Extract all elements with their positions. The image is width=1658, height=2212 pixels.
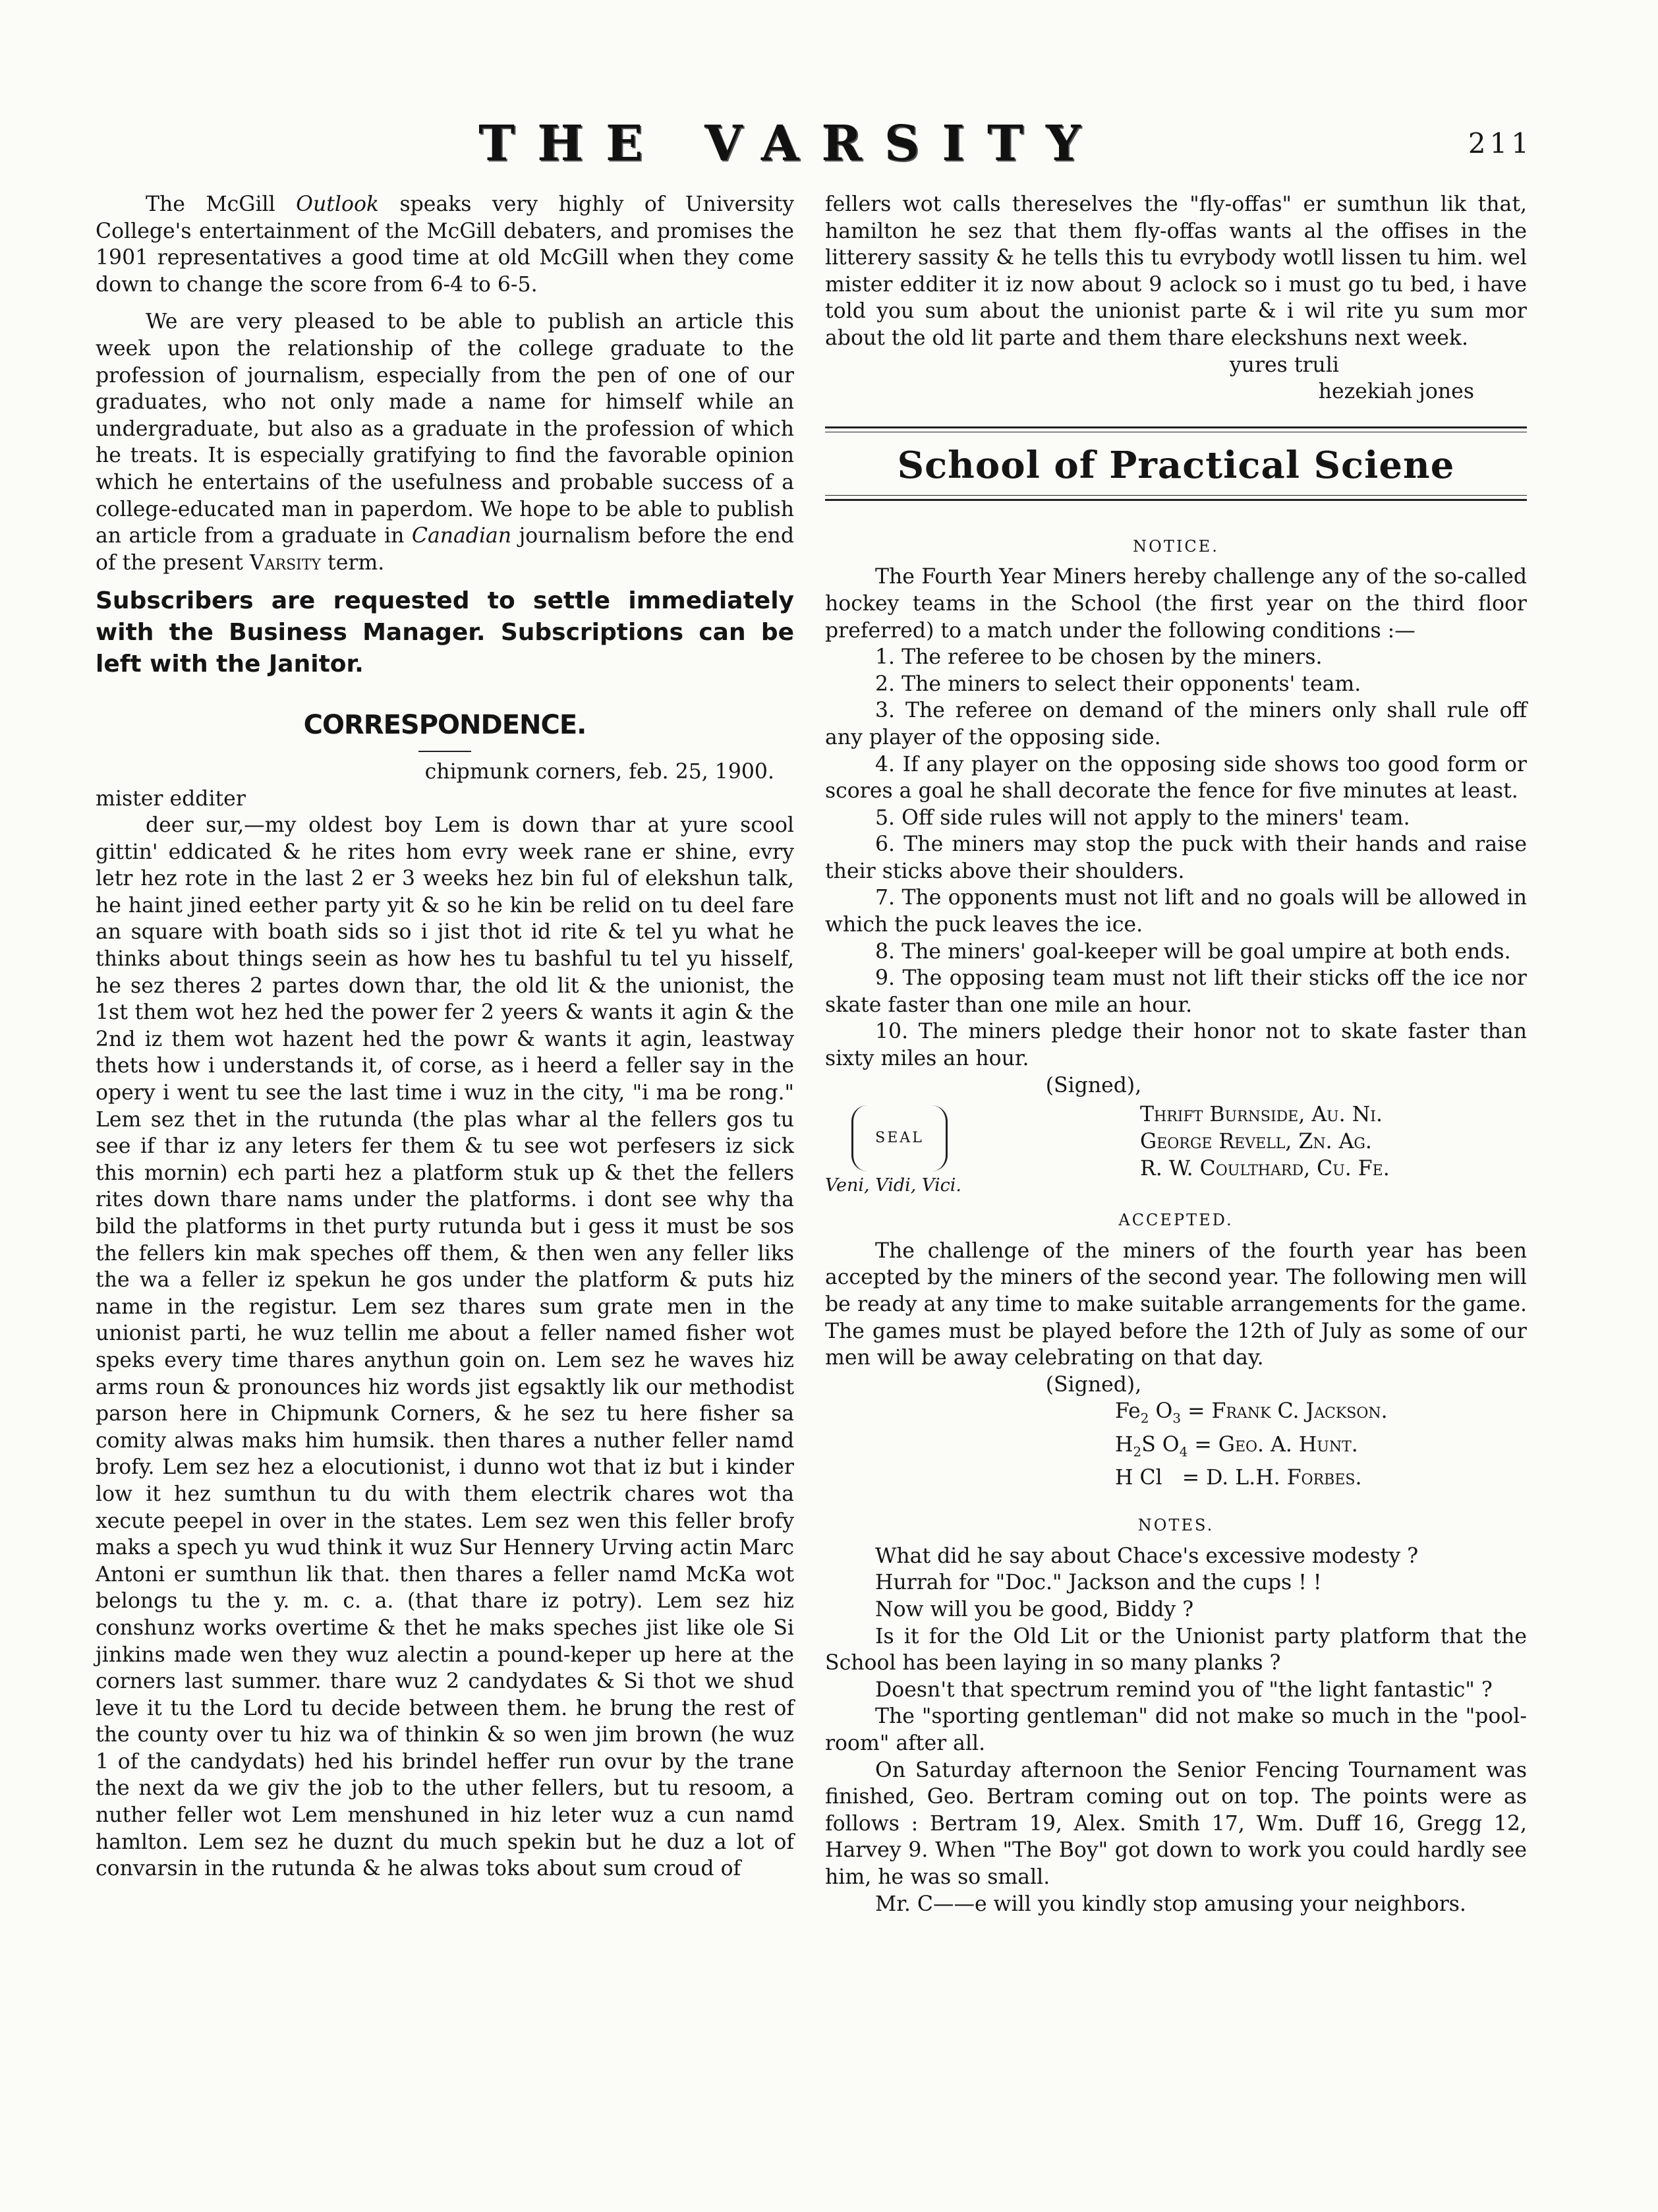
subscribers-notice: Subscribers are requested to settle immediately with the Business Manager. Subscriptions can be left with the Janitor.: [96, 587, 794, 678]
signer: R. W. Coulthard, Cu. Fe.: [1140, 1157, 1390, 1181]
seal-motto: Veni, Vidi, Vici.: [825, 1175, 961, 1196]
list-item: 5. Off side rules will not apply to the miners' team.: [875, 805, 1410, 830]
letter-closing: yures truli: [1229, 353, 1339, 377]
sps-banner: [825, 426, 1527, 519]
notice-intro: The Fourth Year Miners hereby challenge any of the so-called hockey teams in the School (the first year on the third floor preferred) to a match under the following conditions :—: [825, 565, 1527, 643]
list-item: 2. The miners to select their opponents' team.: [875, 672, 1361, 696]
formula-signers: [825, 1398, 1527, 1498]
list-item: 6. The miners may stop the puck with their hands and raise their sticks above their shoulders.: [825, 832, 1527, 883]
list-item: Mr. C——e will you kindly stop amusing your neighbors.: [875, 1892, 1466, 1916]
list-item: 3. The referee on demand of the miners only shall rule off any player of the opposing side.: [825, 699, 1527, 749]
page-number: 211: [1468, 127, 1533, 160]
list-item: On Saturday afternoon the Senior Fencing Tournament was finished, Geo. Bertram coming out on top. The points were as follows : Bertram 19, Alex. Smith 17, Wm. Duff 16, Gregg 12, Harvey 9. When "The Boy" got down to work you could hardly see him, he was so small.: [825, 1758, 1527, 1889]
seal-block: [825, 1101, 1527, 1196]
letter-signature: hezekiah jones: [1318, 380, 1474, 404]
mcgill-paragraph: The McGill Outlook speaks very highly of University College's entertainment of the McGill debaters, and promises the 1901 representatives a good time at old McGill when they come down to change the score from 6-4 to 6-5.: [96, 192, 795, 297]
list-item: The "sporting gentleman" did not make so much in the "pool-room" after all.: [825, 1704, 1527, 1756]
accepted-heading: ACCEPTED.: [1118, 1211, 1234, 1230]
list-item: 7. The opponents must not lift and no goals will be allowed in which the puck leaves the ice.: [825, 886, 1527, 937]
notice-heading: NOTICE.: [1133, 537, 1219, 556]
signed-label: (Signed),: [1045, 1073, 1142, 1097]
journalism-paragraph: We are very pleased to be able to publish an article this week upon the relationship of the college graduate to the profession of journalism, especially from the pen of one of our graduates, who not only made a name for himself while an undergraduate, but also as a graduate in the profession of which he treats. It is especially gratifying to find the favorable opinion which he entertains of the usefulness and probable success of a college-educated man in paperdom. We hope to be able to publish an article from a graduate in Canadian journalism before the end of the present Varsity term.: [96, 310, 794, 575]
list-item: 8. The miners' goal-keeper will be goal umpire at both ends.: [875, 939, 1511, 964]
formula-line: $Fe_2$ $O_3$ = Frank C. Jackson.: [1115, 1399, 1388, 1426]
right-column: [825, 191, 1527, 1917]
letter-dateline: chipmunk corners, feb. 25, 1900.: [424, 759, 774, 784]
accepted-text: The challenge of the miners of the fourth year has been accepted by the miners of the second year. The following men will be ready at any time to make suitable arrangements for the game. The games must be played before the 12th of July as some of our men will be away celebrating on that day.: [825, 1238, 1527, 1370]
list-item: 10. The miners pledge their honor not to skate faster than sixty miles an hour.: [825, 1020, 1527, 1071]
divider: [418, 751, 471, 752]
list-item: 1. The referee to be chosen by the miners.: [875, 645, 1323, 670]
notes-heading: NOTES.: [1137, 1516, 1215, 1535]
signed-label-2: (Signed),: [1045, 1372, 1142, 1397]
conditions-list: [825, 644, 1527, 1072]
correspondence-heading: CORRESPONDENCE.: [303, 710, 586, 741]
list-item: 4. If any player on the opposing side shows too good form or scores a goal he shall decorate the fence for five minutes at least.: [825, 752, 1527, 803]
masthead-title: THE VARSITY: [478, 115, 1103, 172]
list-item: Now will you be good, Biddy ?: [875, 1598, 1194, 1622]
letter-continuation: fellers wot calls thereselves the "fly-offas" er sumthun lik that, hamilton he sez that them fly-offas wants al the offises in the litterery sassity & he tells this tu evrybody wotll lissen tu him. wel mister edditer it iz now about 9 aclock so i must go tu bed, i have told you sum about the unionist parte & i wil rite yu sum mor about the old lit parte and them thare eleckshuns next week.: [825, 192, 1527, 350]
seal-icon: SEAL: [851, 1105, 948, 1171]
signers: [1140, 1101, 1390, 1182]
sps-title: School of Practical Sciene: [897, 443, 1455, 487]
formula-line: $H_2S$ $O_4$ = Geo. A. Hunt.: [1115, 1432, 1358, 1459]
signer: Thrift Burnside, Au. Ni.: [1140, 1103, 1383, 1127]
list-item: Is it for the Old Lit or the Unionist party platform that the School has been laying in so many planks ?: [825, 1624, 1527, 1675]
list-item: Hurrah for "Doc." Jackson and the cups ! !: [875, 1571, 1322, 1595]
list-item: What did he say about Chace's excessive modesty ?: [875, 1544, 1419, 1568]
masthead: [0, 115, 1658, 175]
left-column: [96, 191, 794, 1882]
signer: George Revell, Zn. Ag.: [1140, 1130, 1372, 1154]
letter-salutation: mister edditer: [96, 786, 246, 811]
notes-list: [825, 1543, 1527, 1917]
formula-line: H Cl = D. L.H. Forbes.: [1115, 1465, 1362, 1490]
list-item: Doesn't that spectrum remind you of "the light fantastic" ?: [875, 1677, 1493, 1702]
list-item: 9. The opposing team must not lift their sticks off the ice nor skate faster than one mile an hour.: [825, 966, 1527, 1017]
letter-body: deer sur,—my oldest boy Lem is down thar at yure scool gittin' eddicated & he rites hom evry week rane er shine, evry letr hez rote in the last 2 er 3 weeks hez bin ful of elekshun talk, he haint jined eether party yit & so he kin be relid on tu deel fare an square with boath sids so i jist thot id rite & tel yu what he thinks about things seein as how hes tu bashful tu tel yu hisself, he sez theres 2 partes down thar, the old lit & the unionist, the 1st them wot hez hed the power fer 2 yeers & wants it agin & the 2nd iz them wot hazent hed the powr & wants it agin, leastway thets how i understands it, of corse, as i heerd a feller say in the opery i went tu see the last time i wuz in the city, "i ma be rong." Lem sez thet in the rutunda (the plas whar al the fellers gos tu see if thar iz any leters fer them & tu see wot perfesers iz sick this mornin) ech parti hez a platform stuk up & thet the fellers rites down thare nams under the platforms. i dont see why tha bild the platforms in thet purty rutunda but i gess it must be sos the fellers kin mak speches off them, & then wen any feller liks the wa a feller iz spekun he gos under the platform & puts hiz name in the registur. Lem sez thares sum grate men in the unionist parti, he wuz tellin me about a feller named fisher wot speks every time thares anythun goin on. Lem sez he waves hiz arms roun & pronounces hiz words jist egsaktly lik our methodist parson here in Chipmunk Corners, & he sez tu here fisher sa comity alwas maks him humsik. then thares a nuther feller namd brofy. Lem sez hez a elocutionist, i dunno wot that iz but i kinder low it hez sumthun tu du with them electrik chares wot tha xecute peepel in over in the states. Lem sez wen this feller brofy maks a spech yu wud think it wuz Sur Hennery Urving actin Marc Antoni er sumthun lik that. then thares a feller namd McKa wot belongs tu the y. m. c. a. (that thare iz potry). Lem sez hiz conshunz works overtime & thet he maks speches jist like ole Si jinkins made wen they wuz alectin a pound-keper up here at the corners last summer. thare wuz 2 candydates & Si thot we shud leve it tu the Lord tu decide between them. he brung the rest of the county over tu hiz wa of thinkin & so wen jim brown (he wuz 1 of the candydats) hed his brindel heffer run ovur by the trane the next da we giv the job to the uther fellers, but tu resoom, a nuther feller wot Lem menshuned in hiz leter wuz a cun namd hamlton. Lem sez he duznt du much spekin but he duz a lot of convarsin in the rutunda & he alwas toks about sum croud of: [96, 813, 794, 1881]
